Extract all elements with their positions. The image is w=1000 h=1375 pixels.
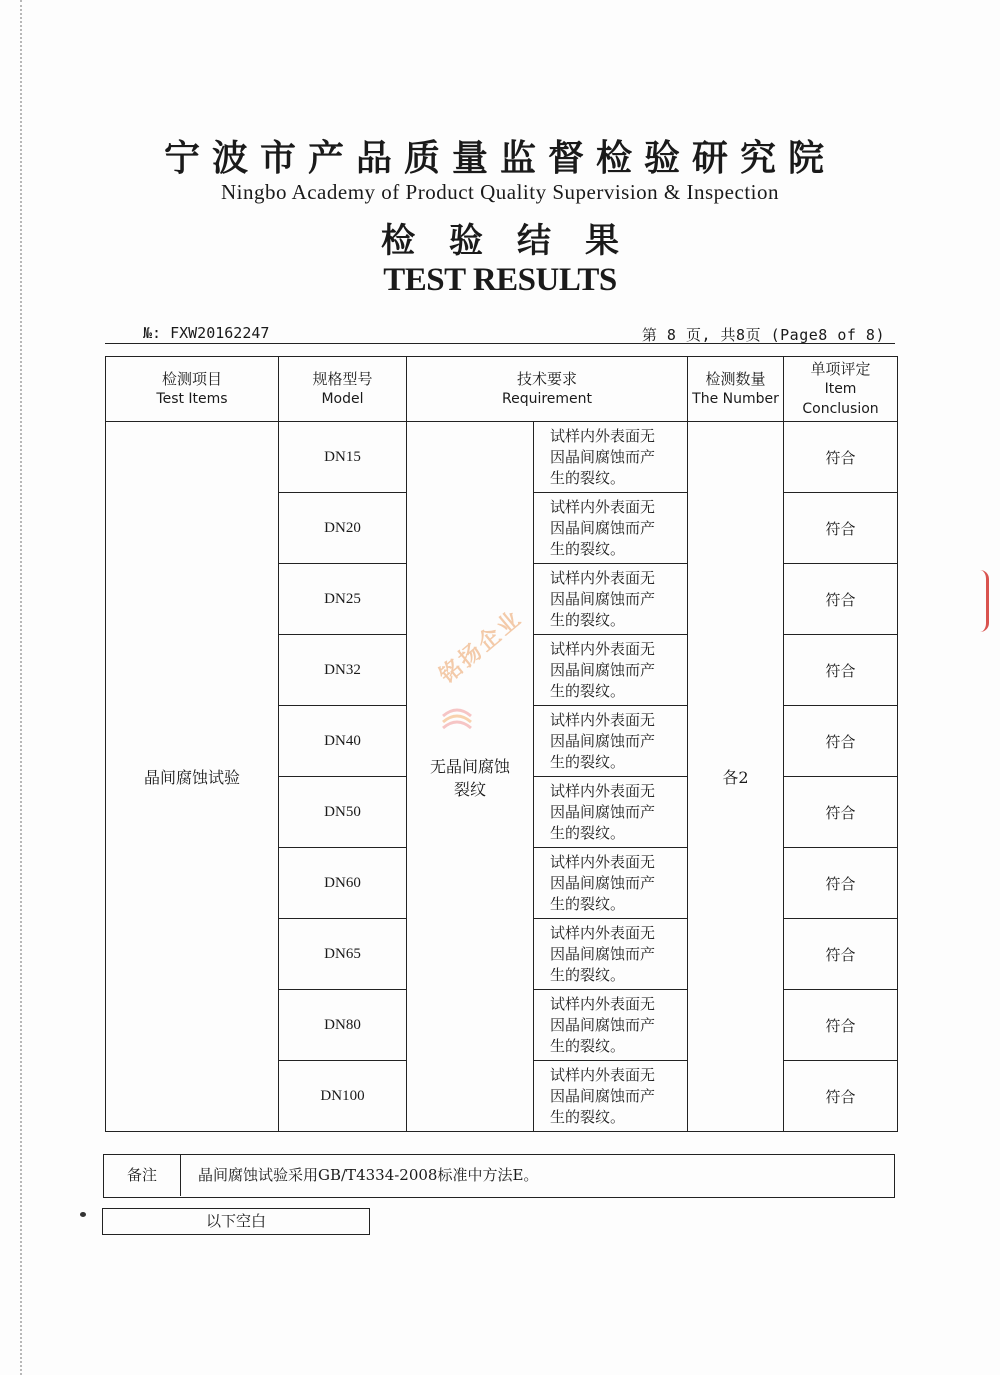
header-conclusion: 单项评定 Item Conclusion [784,357,898,422]
requirement-detail-cell: 试样内外表面无 因晶间腐蚀而产 生的裂纹。 [534,493,688,564]
model-cell: DN65 [279,919,407,990]
header-requirement: 技术要求 Requirement [407,357,688,422]
model-cell: DN20 [279,493,407,564]
results-table-wrap [105,356,897,1132]
table-row [106,422,898,493]
model-cell: DN80 [279,990,407,1061]
page-indicator: 第 8 页, 共8页 (Page8 of 8) [641,326,885,344]
watermark-text: 铭扬企业 [434,604,528,689]
requirement-detail-cell: 试样内外表面无 因晶间腐蚀而产 生的裂纹。 [534,848,688,919]
doc-title-en: TEST RESULTS [383,262,617,298]
requirement-main-cell: 无晶间腐蚀 裂纹 [407,422,534,1132]
model-cell: DN60 [279,848,407,919]
scan-speck [80,1212,86,1217]
header-model: 规格型号 Model [279,357,407,422]
conclusion-cell: 符合 [784,635,898,706]
meta-divider [105,343,895,344]
conclusion-cell: 符合 [784,1061,898,1132]
results-table [105,356,898,1132]
watermark-logo-icon [437,700,477,740]
doc-title-cn: 检验结果 [381,221,653,261]
conclusion-cell: 符合 [784,706,898,777]
report-meta [105,322,895,344]
conclusion-cell: 符合 [784,777,898,848]
requirement-detail-cell: 试样内外表面无 因晶间腐蚀而产 生的裂纹。 [534,919,688,990]
model-cell: DN40 [279,706,407,777]
table-header-row [106,357,898,422]
requirement-detail-cell: 试样内外表面无 因晶间腐蚀而产 生的裂纹。 [534,777,688,848]
conclusion-cell: 符合 [784,919,898,990]
requirement-detail-cell: 试样内外表面无 因晶间腐蚀而产 生的裂纹。 [534,990,688,1061]
requirement-detail-cell: 试样内外表面无 因晶间腐蚀而产 生的裂纹。 [534,635,688,706]
header-number: 检测数量 The Number [688,357,784,422]
quantity-cell: 各2 [688,422,784,1132]
requirement-detail-cell: 试样内外表面无 因晶间腐蚀而产 生的裂纹。 [534,706,688,777]
edge-mark [980,570,989,632]
model-cell: DN15 [279,422,407,493]
conclusion-cell: 符合 [784,493,898,564]
conclusion-cell: 符合 [784,564,898,635]
conclusion-cell: 符合 [784,990,898,1061]
conclusion-cell: 符合 [784,848,898,919]
conclusion-cell: 符合 [784,422,898,493]
model-cell: DN100 [279,1061,407,1132]
model-cell: DN32 [279,635,407,706]
org-name-cn: 宁波市产品质量监督检验研究院 [163,137,836,179]
remark-box [103,1154,895,1198]
blank-below-note: 以下空白 [102,1208,370,1235]
remark-label: 备注 [104,1155,181,1196]
scan-edge [0,0,22,1375]
requirement-detail-cell: 试样内外表面无 因晶间腐蚀而产 生的裂纹。 [534,422,688,493]
header-test-items: 检测项目 Test Items [106,357,279,422]
requirement-detail-cell: 试样内外表面无 因晶间腐蚀而产 生的裂纹。 [534,564,688,635]
report-number: №: FXW20162247 [143,324,270,342]
test-item-cell: 晶间腐蚀试验 [106,422,279,1132]
requirement-detail-cell: 试样内外表面无 因晶间腐蚀而产 生的裂纹。 [534,1061,688,1132]
remark-text: 晶间腐蚀试验采用GB/T4334-2008标准中方法E。 [198,1166,539,1184]
org-name-en: Ningbo Academy of Product Quality Supervision & Inspection [220,180,779,204]
model-cell: DN25 [279,564,407,635]
model-cell: DN50 [279,777,407,848]
